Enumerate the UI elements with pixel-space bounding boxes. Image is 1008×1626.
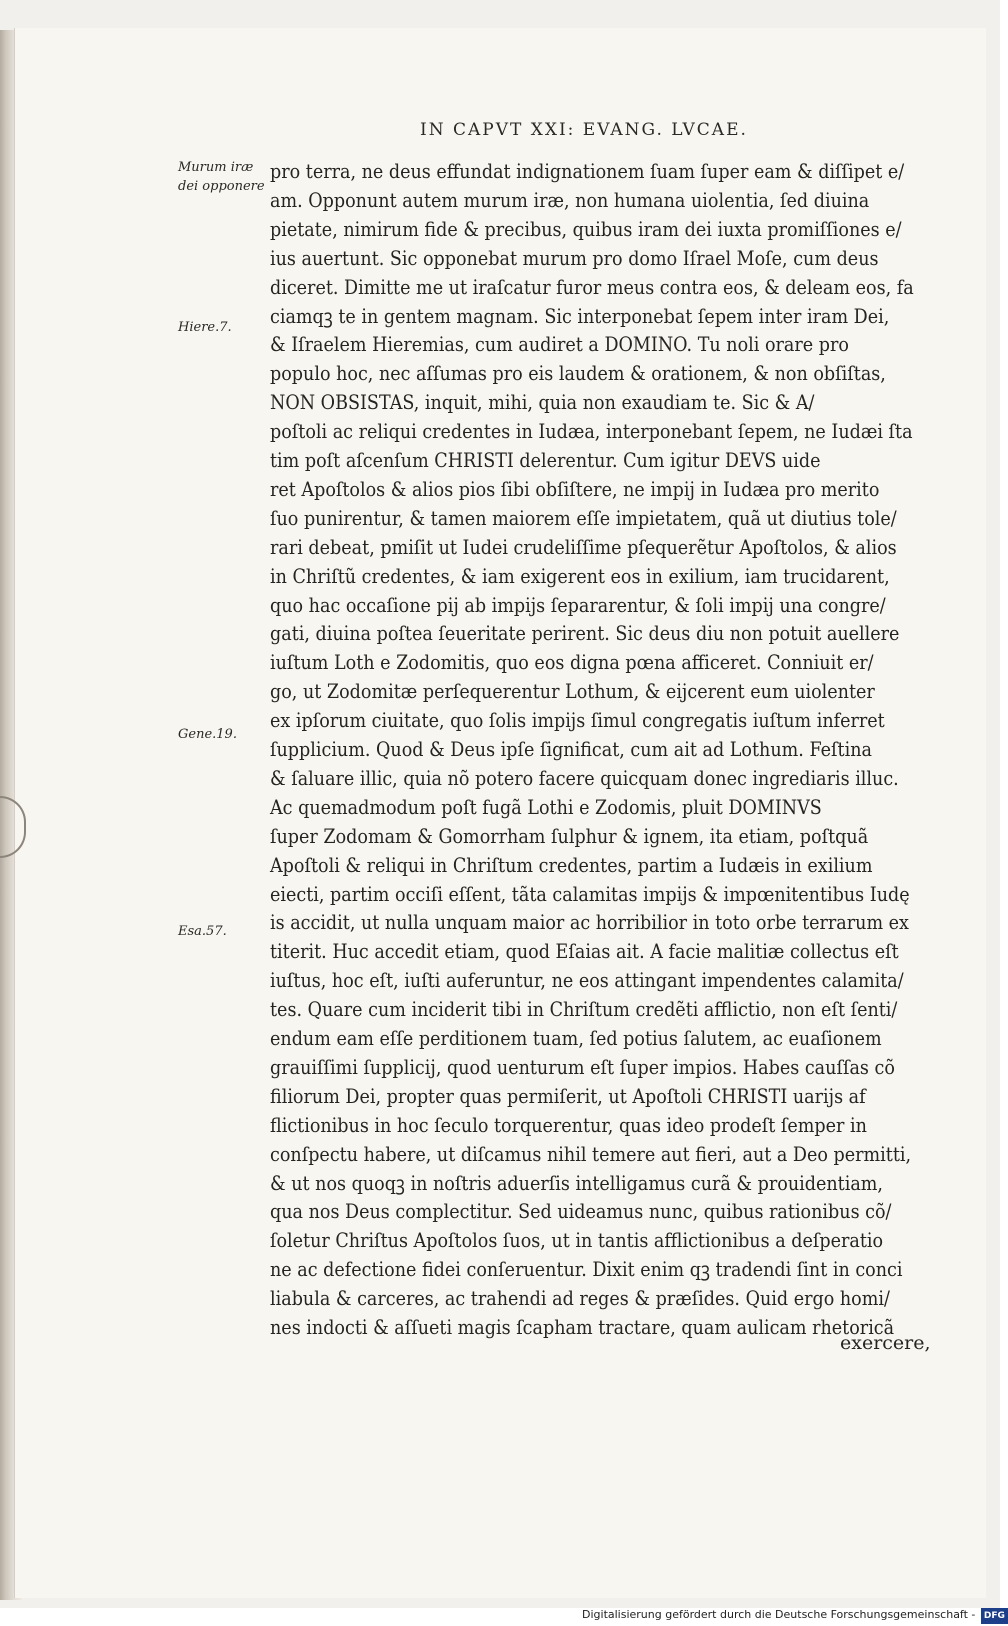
text-line: titerit. Huc accedit etiam, quod Eſaias ait. A facie malitiæ collectus eſt bbox=[270, 940, 899, 964]
text-line: grauiſſimi ſupplicij, quod uenturum eſt ſuper impios. Habes cauſſas cõ bbox=[270, 1055, 895, 1079]
text-line: liabula & carceres, ac trahendi ad reges & præſides. Quid ergo homi/ bbox=[270, 1287, 890, 1311]
text-line: pro terra, ne deus effundat indignationem ſuam ſuper eam & diſſipet e/ bbox=[270, 160, 905, 183]
text-line: ne ac defectione fidei conſeruentur. Dixit enim qꝫ tradendi ſint in conci bbox=[270, 1258, 903, 1282]
text-line: go, ut Zodomitæ perſequerentur Lothum, & eijcerent eum uiolenter bbox=[270, 680, 875, 704]
catchword: exercere, bbox=[840, 1332, 931, 1354]
text-line: quo hac occaſione pij ab impijs ſepararentur, & ſoli impij una congre/ bbox=[270, 593, 886, 617]
text-line: tim poſt aſcenſum CHRISTI delerentur. Cum igitur DEVS uide bbox=[270, 449, 821, 472]
text-line: ret Apoſtolos & alios pios ſibi obſiſtere, ne impij in Iudæa pro merito bbox=[270, 477, 880, 501]
text-line: endum eam eſſe perditionem tuam, ſed potius ſalutem, ac euaſionem bbox=[270, 1027, 882, 1050]
text-line: flictionibus in hoc ſeculo torquerentur, quas ideo prodeſt ſemper in bbox=[270, 1113, 867, 1137]
text-line: nes indocti & aſſueti magis ſcapham tractare, quam aulicam rhetoricã bbox=[270, 1316, 895, 1339]
dfg-logo: DFG bbox=[981, 1608, 1008, 1624]
text-line: ſoletur Chriſtus Apoſtolos ſuos, ut in tantis afflictionibus a deſperatio bbox=[270, 1229, 884, 1253]
text-line: ſuper Zodomam & Gomorrham ſulphur & ignem, ita etiam, poſtquã bbox=[270, 824, 869, 848]
running-head: IN CAPVT XXI: EVANG. LVCAE. bbox=[420, 120, 748, 140]
margin-note-murum: Murum iræ dei opponere bbox=[178, 160, 265, 194]
text-line: pietate, nimirum fide & precibus, quibus iram dei iuxta promiſſiones e/ bbox=[270, 217, 902, 241]
text-line: qua nos Deus complectitur. Sed uideamus nunc, quibus rationibus cõ/ bbox=[270, 1200, 892, 1224]
text-line: & ut nos quoqꝫ in noſtris aduerſis intelligamus curã & prouidentiam, bbox=[270, 1171, 884, 1195]
text-line: is accidit, ut nulla unquam maior ac horribilior in toto orbe terrarum ex bbox=[270, 911, 909, 935]
text-line: Ac quemadmodum poſt fugã Lothi e Zodomis, pluit DOMINVS bbox=[270, 795, 822, 819]
footer-text: Digitalisierung gefördert durch die Deutsche Forschungsgemeinschaft - bbox=[582, 1608, 976, 1621]
text-line: ciamqꝫ te in gentem magnam. Sic interponebat ſepem inter iram Dei, bbox=[270, 304, 890, 328]
text-line: ius auertunt. Sic opponebat murum pro domo Iſrael Moſe, cum deus bbox=[270, 246, 879, 270]
text-line: & ſaluare illic, quia nõ potero facere quicquam donec ingrediaris illuc. bbox=[270, 766, 899, 790]
text-line: Apoſtoli & reliqui in Chriſtum credentes, partim a Iudæis in exilium bbox=[270, 853, 873, 877]
digitization-footer bbox=[582, 1607, 1008, 1623]
text-line: eiecti, partim occiſi eſſent, tãta calamitas impijs & impœnitentibus Iudę bbox=[270, 882, 910, 906]
text-line: NON OBSISTAS, inquit, mihi, quia non exaudiam te. Sic & A/ bbox=[270, 391, 815, 415]
margin-note-gene: Gene.19. bbox=[178, 727, 237, 742]
text-line: & Iſraelem Hieremias, cum audiret a DOMINO. Tu noli orare pro bbox=[270, 333, 849, 357]
text-line: populo hoc, nec aſſumas pro eis laudem & orationem, & non obſiſtas, bbox=[270, 362, 886, 386]
margin-note-esa: Esa.57. bbox=[178, 924, 227, 939]
text-line: ſupplicium. Quod & Deus ipſe ſignificat, cum ait ad Lothum. Feſtina bbox=[270, 738, 872, 761]
text-line: tes. Quare cum inciderit tibi in Chriſtum credẽti afflictio, non eſt ſenti/ bbox=[270, 998, 898, 1022]
text-line: ſuo punirentur, & tamen maiorem eſſe impietatem, quã ut diutius tole/ bbox=[270, 506, 897, 530]
text-line: gati, diuina poſtea ſeueritate perirent. Sic deus diu non potuit auellere bbox=[270, 622, 900, 646]
text-line: ex ipſorum ciuitate, quo ſolis impijs ſimul congregatis iuſtum inferret bbox=[270, 709, 885, 733]
text-line: iuſtus, hoc eſt, iuſti auferuntur, ne eos attingant impendentes calamita/ bbox=[270, 969, 904, 993]
text-line: filiorum Dei, propter quas permiſerit, ut Apoſtoli CHRISTI uarijs af bbox=[270, 1084, 866, 1108]
margin-note-hiere: Hiere.7. bbox=[178, 320, 232, 335]
text-line: iuſtum Loth e Zodomitis, quo eos digna pœna afficeret. Conniuit er/ bbox=[270, 651, 874, 675]
text-line: am. Opponunt autem murum iræ, non humana uiolentia, ſed diuina bbox=[270, 188, 870, 212]
text-line: rari debeat, pmiſit ut Iudei crudeliſſime pſequerẽtur Apoſtolos, & alios bbox=[270, 535, 897, 559]
text-line: poſtoli ac reliqui credentes in Iudæa, interponebant ſepem, ne Iudæi ſta bbox=[270, 420, 913, 444]
text-line: diceret. Dimitte me ut iraſcatur furor meus contra eos, & deleam eos, fa bbox=[270, 275, 914, 299]
text-line: conſpectu habere, ut diſcamus nihil temere aut fieri, aut a Deo permitti, bbox=[270, 1142, 912, 1166]
text-line: in Chriſtũ credentes, & iam exigerent eos in exilium, iam trucidarent, bbox=[270, 564, 890, 588]
